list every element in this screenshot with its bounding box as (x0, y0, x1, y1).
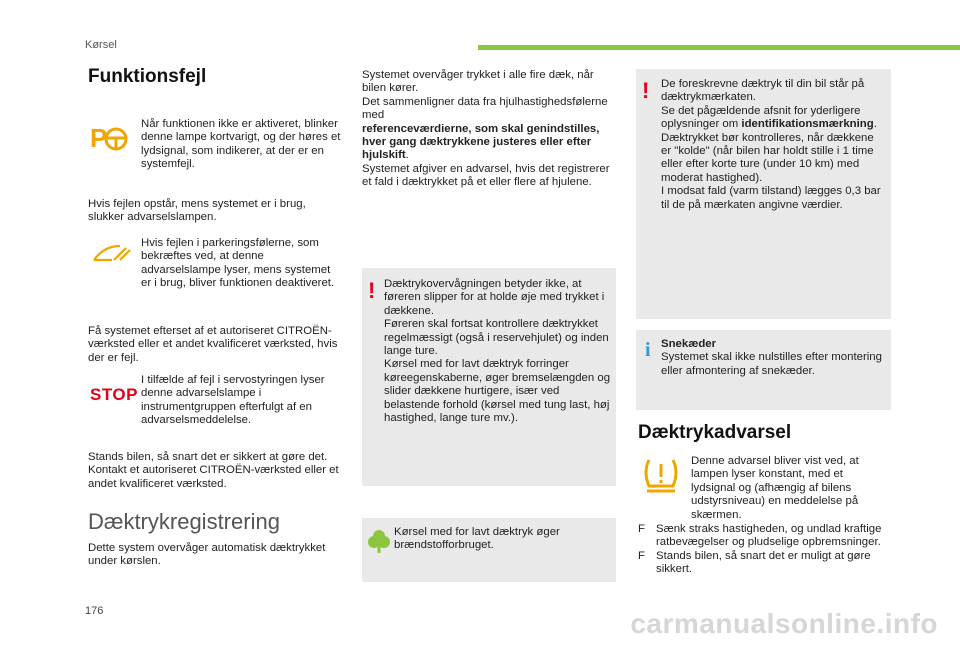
para-service-check: Få systemet efterset af et autoriseret CITROËN-værksted eller et andet kvalificeret værksted, hvis der er fejl. (88, 325, 338, 364)
warning-text-monitoring: Dæktrykovervågningen betyder ikke, at føreren slipper for at holde øje med trykket i dækkene. Føreren skal fortsat kontrollere dæktrykket regelmæssigt (også i reservehjulet) og inden lange ture. Kørsel med for lavt dæktryk forringer køreegenskaberne, øger bremselængden og slider dækkene hurtigere, især ved belastende forhold (kørsel med tung last, høj hastighed, lange ture mv.). (384, 278, 611, 425)
list-item: F Sænk straks hastigheden, og undlad kraftige ratbevægelser og pludselige opbremsninger. (638, 523, 882, 549)
para-warning-shown: Denne advarsel bliver vist ved, at lampen lyser konstant, med et lydsignal og (afhængig af bilens udstyrsniveau) en meddelelse på skærmen. (691, 455, 859, 521)
park-sensor-icon (92, 240, 132, 264)
svg-text:P: P (90, 123, 108, 152)
action-list (638, 523, 888, 577)
para-fault-blink: Når funktionen ikke er aktiveret, blinker denne lampe kortvarigt, og der høres et lydsignal, som indikerer, at der er en systemfejl. (141, 118, 341, 171)
page-number: 176 (85, 605, 104, 617)
para-system-description: Systemet overvåger trykket i alle fire dæk, når bilen kører. Det sammenligner data fra hjulhastighedsfølerne med referenceværdierne, som skal genindstilles, hver gang dæktrykkene justeres eller efter hjulskift. Systemet afgiver en advarsel, hvis det registrerer et fald i dæktrykket på et eller flere af hjulene. (362, 69, 610, 189)
warning-exclamation-icon: ! (642, 78, 650, 103)
warning-exclamation-icon: ! (368, 278, 376, 303)
watermark: carmanualsonline.info (630, 608, 938, 639)
tyre-pressure-warning-icon (643, 456, 679, 496)
reference-values-bold: referenceværdierne, som skal genindstilles, hver gang dæktrykkene justeres eller efter hjulskift (362, 122, 600, 162)
para-stop-vehicle: Stands bilen, så snart det er sikkert at gøre det. Kontakt et autoriseret CITROËN-værksted eller et andet kvalificeret værksted. (88, 451, 339, 490)
para-fault-in-use: Hvis fejlen opstår, mens systemet er i brug, slukker advarselslampen. (88, 198, 306, 224)
stop-warning-icon: STOP (90, 385, 138, 404)
section-accent-bar (478, 45, 960, 50)
section-label: Kørsel (85, 39, 117, 51)
list-item: F Stands bilen, så snart det er muligt at gøre sikkert. (638, 549, 871, 576)
title-daektrykadvarsel: Dæktrykadvarsel (638, 422, 792, 443)
park-assist-fault-icon (90, 122, 128, 152)
para-park-sensor-fault: Hvis fejlen i parkeringsfølerne, som bekræftes ved, at denne advarselslampe lyser, mens systemet er i brug, bliver funktionen deaktiveret. (141, 237, 335, 290)
para-system-monitor: Dette system overvåger automatisk dæktrykket under kørslen. (88, 542, 326, 568)
warning-text-pressure: De foreskrevne dæktryk til din bil står på dæktrykmærkaten. Se det pågældende afsnit for yderligere oplysninger om identifikationsmærkning. Dæktrykket bør kontrolleres, når dækkene er "kolde" (når bilen har holdt stille i 1 time eller efter korte ture (under 10 km) med moderat hastighed). I modsat fald (varm tilstand) lægges 0,3 bar til de på mærkaten angivne værdier. (661, 78, 881, 211)
title-funktionsfejl: Funktionsfejl (88, 66, 207, 87)
para-steering-fault: I tilfælde af fejl i servostyringen lyser denne advarselslampe i instrumentgruppen efterfulgt af en advarselsmeddelelse. (141, 374, 325, 427)
eco-leaf-icon (368, 528, 390, 554)
title-daektrykregistrering: Dæktrykregistrering (88, 509, 280, 534)
eco-text: Kørsel med for lavt dæktryk øger brændstofforbruget. (394, 526, 560, 552)
info-icon: i (645, 339, 651, 361)
info-text-snow-chains: Snekæder Systemet skal ikke nulstilles efter montering eller afmontering af snekæder. (661, 338, 882, 377)
